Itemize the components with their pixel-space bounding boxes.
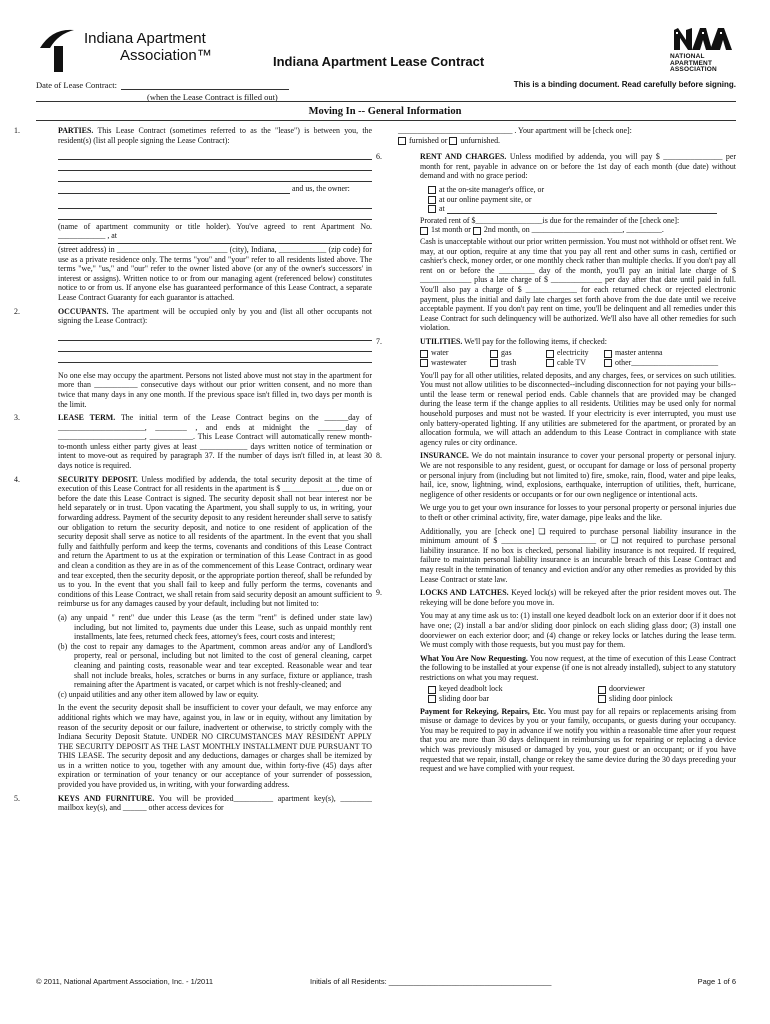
gas-label: gas xyxy=(501,348,512,358)
water-checkbox[interactable] xyxy=(420,350,428,358)
rent-option-1 xyxy=(398,185,736,195)
occupant-line-3[interactable] xyxy=(58,352,372,363)
occupant-line-1[interactable] xyxy=(58,330,372,341)
insurance-heading: INSURANCE. xyxy=(420,451,469,461)
lock-pinlock[interactable] xyxy=(598,694,736,704)
utility-water[interactable] xyxy=(420,348,490,358)
deadbolt-checkbox[interactable] xyxy=(428,686,436,694)
other-site-checkbox[interactable] xyxy=(428,205,436,213)
utility-other[interactable] xyxy=(604,358,736,368)
locks-text-2: You may at any time ask us to: (1) install one keyed deadbolt lock on an exterior door if it does not have one; (2) install a bar and/or sliding door pinlock on each sliding glass door; (3) install one doorviewer on each exterior door; and (4) change or rekey locks or latches during the lease term. We must comply with those requests, but you must pay for them. xyxy=(420,611,736,650)
right-column xyxy=(376,126,736,778)
other-site-label: at xyxy=(439,204,445,214)
request-heading: What You Are Now Requesting. xyxy=(420,653,528,663)
gas-checkbox[interactable] xyxy=(490,350,498,358)
occupants-text-2: No one else may occupy the apartment. Persons not listed above must not stay in the apartment for more than ___________ consecutive days without our prior written consent, and no more than twice that many days in any one month. If the previous space isn't filled in, two days per month is the limit. xyxy=(58,370,372,409)
owner-label: and us, the owner: xyxy=(291,184,350,194)
lease-term-heading: LEASE TERM. xyxy=(58,413,116,423)
section-lease-term: 3. LEASE TERM. The initial term of the Lease Contract begins on the ______day of ______________________, ________ , and ends at midnight the _______day of ______________________, ___________. This Lease Contract will automatically renew month-to-month unless either party gives at least ____________ days written notice of termination or intent to move-out as required by paragraph 37. If the number of days isn't filled in, at least 30 days notice is required. xyxy=(14,413,372,471)
section-keys: 5. KEYS AND FURNITURE. You will be provided__________ apartment key(s), ________ mailbox key(s), and ______ other access devices for xyxy=(14,793,372,813)
water-label: water xyxy=(431,348,449,358)
deposit-item-a: (a) any unpaid " rent" due under this Lease (as the term "rent" is defined under state law) including, but not limited to, payments due under this Lease, such as unpaid monthly rent installments, late fees, returned check fees, attorney's fees, court costs and interest; xyxy=(58,612,372,642)
logo-line1: Indiana Apartment xyxy=(84,30,206,47)
naa-logo-icon xyxy=(672,26,738,52)
utility-wastewater[interactable] xyxy=(420,358,490,368)
furnished-label: furnished or xyxy=(409,135,448,145)
locks-request xyxy=(398,654,736,683)
utilities-heading: UTILITIES. xyxy=(420,336,463,346)
cable-checkbox[interactable] xyxy=(546,359,554,367)
owner-line-2[interactable] xyxy=(58,198,372,209)
address-line[interactable] xyxy=(58,241,372,244)
cable-label: cable TV xyxy=(557,358,586,368)
other-site-field[interactable] xyxy=(447,205,717,214)
insurance-text: We do not maintain insurance to cover your personal property or personal injury. We are not responsible to any resident, guest, or occupant for damage or loss of personal property or personal injury from (including but not limited to) fire, smoke, rain, flood, water and pipe leaks, hail, ice, snow, lightning, wind, explosions, earthquake, interruption of utilities, theft, hurricane, negligence of other residents or occupants or for our own negligence or intentional acts. xyxy=(420,451,736,499)
first-month-checkbox[interactable] xyxy=(420,227,428,235)
prorated-text: Prorated rent of $_________________is due for the remainder of the [check one]: xyxy=(420,215,680,225)
date-of-lease-row xyxy=(36,80,289,90)
doorviewer-checkbox[interactable] xyxy=(598,686,606,694)
unfurnished-checkbox[interactable] xyxy=(449,137,457,145)
section-utilities: 7. UTILITIES. We'll pay for the following items, if checked: xyxy=(376,336,607,346)
lock-doorviewer[interactable] xyxy=(598,684,736,694)
section-locks: 9. LOCKS AND LATCHES. Keyed lock(s) will be rekeyed after the prior resident moves out. The rekeying will be done before you move in. xyxy=(376,588,736,607)
utility-electricity[interactable] xyxy=(546,348,604,358)
wastewater-label: wastewater xyxy=(431,358,467,368)
resident-line-2[interactable] xyxy=(58,160,372,171)
occupant-line-2[interactable] xyxy=(58,341,372,352)
utility-antenna[interactable] xyxy=(604,348,736,358)
request-text: You now request, at the time of execution of this Lease Contract the following to be installed at your expense (if one is not already installed), subject to any statutory restrictions on what you may request. xyxy=(420,653,736,682)
copyright: © 2011, National Apartment Association, Inc. - 1/2011 xyxy=(36,977,214,986)
electricity-label: electricity xyxy=(557,348,589,358)
other-label: other______________________ xyxy=(615,358,719,368)
prorated-month-row xyxy=(398,225,736,235)
naa-logo xyxy=(670,26,740,76)
locks-checklist xyxy=(398,684,736,703)
trash-label: trash xyxy=(501,358,517,368)
owner-line-3[interactable] xyxy=(58,209,372,220)
date-label: Date of Lease Contract: xyxy=(36,80,117,90)
deadbolt-label: keyed deadbolt lock xyxy=(439,684,503,694)
payment-text: You must pay for all repairs or replacements arising from misuse or damage to devices by you or your family, occupants, or guests during your occupancy. You may be required to pay in advance if we notify you within a reasonable time after your request that you are more than 30 days delinquent in reimbursing us for repairing or replacing a device which was previously misused or damaged by you, your guest or an occupant; or if you have requested that we repair, install, change or rekey the same device during the 30 days preceding your request and we have complied with your request. xyxy=(420,706,736,774)
iaa-logo-icon xyxy=(36,26,76,74)
naa-line3: ASSOCIATION xyxy=(670,66,717,73)
owner-field[interactable] xyxy=(58,185,290,194)
divider-top xyxy=(36,101,736,102)
utility-gas[interactable] xyxy=(490,348,546,358)
utilities-checklist xyxy=(398,348,736,367)
lease-term-text: The initial term of the Lease Contract begins on the ______day of ______________________, ________ , and ends at midnight the _______day of ______________________, ___________. This Lease Contract will automatically renew month-to-month unless either party gives at least ____________ days written notice of termination or intent to move-out as required by paragraph 37. If the number of days isn't filled in, at least 30 days notice is required. xyxy=(58,413,372,471)
owner-row xyxy=(36,184,372,194)
locks-payment xyxy=(398,707,736,774)
date-hint: (when the Lease Contract is filled out) xyxy=(147,92,278,102)
rent-text-2: Cash is unacceptable without our prior written permission. You must not withhold or offset rent. We may, at our option, require at any time that you pay all rent and other sums in cash, certified or cashier's check, money order, or one monthly check rather than multiple checks. If you don't pay all rent on or before the _________ day of the month, you'll pay an initial late charge of $ _____________ plus a late charge of $ _____________ per day after that date until paid in full. You'll also pay a charge of $ _____________ for each returned check or rejected electronic payment, plus the initial and daily late charges set forth above from the due date until we receive acceptable payment. If you don't pay rent on time, you'll be delinquent and all remedies under this Lease Contract for such delinquency will be authorized. We'll also have all other remedies for such violation. xyxy=(420,236,736,333)
bar-checkbox[interactable] xyxy=(428,695,436,703)
first-month-label: 1st month or xyxy=(431,225,471,235)
utilities-text: We'll pay for the following items, if checked: xyxy=(464,336,607,346)
section-occupants: 2. OCCUPANTS. The apartment will be occupied only by you and (list all other occupants not signing the Lease Contract): xyxy=(14,306,372,326)
occupants-text: The apartment will be occupied only by you and (list all other occupants not signing the Lease Contract): xyxy=(58,306,372,326)
section-rent: 6. RENT AND CHARGES. Unless modified by addenda, you will pay $ _______________ per month for rent, payable in advance on or before the 1st day of each month (due date) without demand and with no grace period: xyxy=(376,152,736,181)
electricity-checkbox[interactable] xyxy=(546,350,554,358)
antenna-checkbox[interactable] xyxy=(604,350,612,358)
wastewater-checkbox[interactable] xyxy=(420,359,428,367)
logo-line2: Association™ xyxy=(120,47,212,64)
insurance-text-3: Additionally, you are [check one] ❑ required to purchase personal liability insurance in the minimum amount of $ ________________________ or ❑ not required to purchase personal liability insurance. If no box is checked, personal liability insurance is not required. If required, failure to maintain personal liability insurance is an incurable breach of this Lease Contract and may result in the termination of tenancy and eviction and/or any other remedies as provided by this Lease Contract or state law. xyxy=(420,526,736,584)
payment-heading: Payment for Rekeying, Repairs, Etc. xyxy=(420,706,546,716)
parties-text: This Lease Contract (sometimes referred to as the "lease") is between you, the resident(s) (list all people signing the Lease Contract): xyxy=(58,126,372,145)
furnished-row xyxy=(398,136,736,146)
trash-checkbox[interactable] xyxy=(490,359,498,367)
deposit-item-b: (b) the cost to repair any damages to the Apartment, common areas and/or any of Landlord's property, real or personal, including but not limited to the cost of general cleaning, carpet cleaning and painting costs, reasonable wear and tear excepted. Reasonable wear and tear shall not include breaks, holes, scratches or burns in any surface, fixture or appliance, trash remaining after the Apartment is vacated, or carpet which is not freshly-cleaned; and xyxy=(58,641,372,690)
binding-notice: This is a binding document. Read carefully before signing. xyxy=(513,80,736,89)
apartment-text: (name of apartment community or title holder). You've agreed to rent Apartment No. ____________ , at xyxy=(58,221,372,241)
lock-bar[interactable] xyxy=(428,694,598,704)
online-label: at our online payment site, or xyxy=(439,194,532,204)
keys-heading: KEYS AND FURNITURE. xyxy=(58,793,155,803)
office-label: at the on-site manager's office, or xyxy=(439,184,545,194)
lock-deadbolt[interactable] xyxy=(428,684,598,694)
parties-text-2: (street address) in ____________________________ (city), Indiana, ____________ (zip code) for use as a private residence only. The terms "you" and "your" refer to all residents listed above. The terms "we," "us," and "our" refer to the owner listed above (or any of the owner's successors' in interest or assigns). Written notice to or from our managing agent (referenced below) constitutes notice to or from us. If anyone else has guaranteed performance of this Lease Contract, a separate Lease Contract Guaranty for each guarantor is attached. xyxy=(58,244,372,302)
antenna-label: master antenna xyxy=(615,348,663,358)
naa-line2: APARTMENT xyxy=(670,59,713,67)
divider-bottom xyxy=(36,120,736,121)
resident-line-1[interactable] xyxy=(58,149,372,160)
page-number: Page 1 of 6 xyxy=(697,977,736,986)
bar-label: sliding door bar xyxy=(439,694,489,704)
second-month-label: 2nd month, on _______________________, _________. xyxy=(483,225,664,235)
utility-cable[interactable] xyxy=(546,358,604,368)
naa-line1: NATIONAL xyxy=(670,53,705,60)
deposit-item-c: (c) unpaid utilities and any other item allowed by law or equity. xyxy=(58,689,259,699)
furnished-checkbox[interactable] xyxy=(398,137,406,145)
date-field[interactable] xyxy=(121,81,289,90)
rent-option-3 xyxy=(398,204,736,214)
pinlock-checkbox[interactable] xyxy=(598,695,606,703)
locks-heading: LOCKS AND LATCHES. xyxy=(420,588,509,598)
parties-heading: PARTIES. xyxy=(58,126,94,135)
devices-text: _____________________________ . Your apartment will be [check one]: xyxy=(398,126,632,135)
rent-text: Unless modified by addenda, you will pay $ _______________ per month for rent, payable in advance on or before the 1st day of each month (due date) without demand and with no grace period: xyxy=(420,152,736,181)
iaa-logo xyxy=(36,26,296,76)
security-deposit-heading: SECURITY DEPOSIT. xyxy=(58,474,138,484)
section-security-deposit: 4. SECURITY DEPOSIT. Unless modified by addenda, the total security deposit at the time of execution of this Lease Contract for all residents in the apartment is $ ______________, due on or before the date this Lease Contract is signed. The security deposit shall not bear interest nor be held separately or in trust. Upon vacating the Apartment, you shall supply to us, in writing, your forwarding address. Payment of the security deposit to any resident hereunder shall serve to satisfy our obligation to return the security deposit, and notice to one resident of application of the security deposit shall serve as notice to all residents of the apartment. In the event that you shall fully and faithfully perform and keep the terms, covenants and conditions of this Lease Contract and return the Apartment to us at the expiration or termination of this Lease Contract in as good and clean a condition as they are in as of the commencement of this Lease Contract, ordinary wear and tear excepted, then the security deposit, or the appropriate portion thereof, shall be refunded by us to you. In the event that you shall fail to keep and fully perform the terms, covenants and conditions of this Lease Contract, we shall retain from said security deposit an amount sufficient to reimburse us for any damages caused by your default, including but not limited to: xyxy=(14,474,372,609)
section-title: Moving In -- General Information xyxy=(308,106,462,117)
online-checkbox[interactable] xyxy=(428,196,436,204)
security-deposit-text-2: In the event the security deposit shall be insufficient to cover your default, we may enforce any additional rights which we may have, against you, in law or in equity, without any limitation by reason of the security deposit or our failure, inadvertent or otherwise, to strictly comply with the Indiana Security Deposit Statute. UNDER NO CIRCUMSTANCES MAY RESIDENT APPLY THE SECURITY DEPOSIT AS THE LAST MONTHLY INSTALLMENT DUE PURSUANT TO THIS LEASE. The security deposit and any deductions, damages or charges shall be itemized by us in a written notice to you, together with any amount due, within forty-five (45) days after expiration or termination of your tenancy or our acceptance of your surrender of possession, provided you have provided us, in writing, with your forwarding address. xyxy=(58,703,372,790)
rent-heading: RENT AND CHARGES. xyxy=(420,152,507,162)
insurance-text-2: We urge you to get your own insurance for losses to your personal property or personal injuries due to theft or other criminal activity, fire, water damage, pipe leaks and the like. xyxy=(420,503,736,522)
left-column xyxy=(14,126,372,817)
utility-trash[interactable] xyxy=(490,358,546,368)
second-month-checkbox[interactable] xyxy=(473,227,481,235)
utilities-text-2: You'll pay for all other utilities, related deposits, and any charges, fees, or services on such utilities. You must not allow utilities to be disconnected--including disconnection for not paying your bills--until the lease term or renewal period ends. Cable channels that are provided may be changed during the lease term if the change applies to all residents. Utilities may be used only for normal household purposes and must not be wasted. If your electricity is ever interrupted, you must use only battery-operated lighting. If any utilities are submetered for the apartment, or prorated by an allocation formula, we will attach an addendum to this Lease Contract in compliance with state agency rules or city ordinance. xyxy=(420,370,736,447)
pinlock-label: sliding door pinlock xyxy=(609,694,673,704)
unfurnished-label: unfurnished. xyxy=(460,135,501,145)
keys-text: You will be provided__________ apartment key(s), ________ mailbox key(s), and ______ other access devices for xyxy=(58,793,372,813)
doorviewer-label: doorviewer xyxy=(609,684,645,694)
locks-text: Keyed lock(s) will be rekeyed after the prior resident moves out. The rekeying will be done before you move in. xyxy=(420,588,736,607)
resident-line-3[interactable] xyxy=(58,171,372,182)
other-checkbox[interactable] xyxy=(604,359,612,367)
security-deposit-text: Unless modified by addenda, the total security deposit at the time of execution of this Lease Contract for all residents in the apartment is $ ______________, due on or before the date this Lease Contract is signed. The security deposit shall not bear interest nor be held separately or in trust. Upon vacating the Apartment, you shall supply to us, in writing, your forwarding address. Payment of the security deposit to any resident hereunder shall serve to satisfy our obligation to return the security deposit, and notice to one resident of application of the security deposit shall serve as notice to all residents of the apartment. In the event that you shall fully and faithfully perform and keep the terms, covenants and conditions of this Lease Contract and return the Apartment to us at the expiration or termination of this Lease Contract in as good and clean a condition as they are in as of the commencement of this Lease Contract, ordinary wear and tear excepted, then the security deposit, or the appropriate portion thereof, shall be refunded by us to you. In the event that you shall fail to keep and fully perform the terms, covenants and conditions of this Lease Contract, we shall retain from said security deposit an amount sufficient to reimburse us for any damages caused by your default, including but not limited to: xyxy=(58,474,372,609)
occupants-heading: OCCUPANTS. xyxy=(58,306,109,316)
rent-option-2 xyxy=(398,195,736,205)
initials-field[interactable]: Initials of all Residents: _______________________________________ xyxy=(310,977,552,986)
page-title: Indiana Apartment Lease Contract xyxy=(273,54,485,69)
section-parties: 1. PARTIES. This Lease Contract (sometimes referred to as the "lease") is between you, the resident(s) (list all people signing the Lease Contract): xyxy=(14,126,372,145)
section-insurance: 8. INSURANCE. We do not maintain insurance to cover your personal property or personal injury. We are not responsible to any resident, guest, or occupant for damage or loss of personal property or personal injury from (including but not limited to) fire, smoke, rain, flood, water and pipe leaks, hail, ice, snow, lightning, wind, explosions, earthquake, interruption of utilities, theft, hurricane, negligence of other residents or occupants or for our own negligence or intentional acts. xyxy=(376,451,736,499)
office-checkbox[interactable] xyxy=(428,186,436,194)
